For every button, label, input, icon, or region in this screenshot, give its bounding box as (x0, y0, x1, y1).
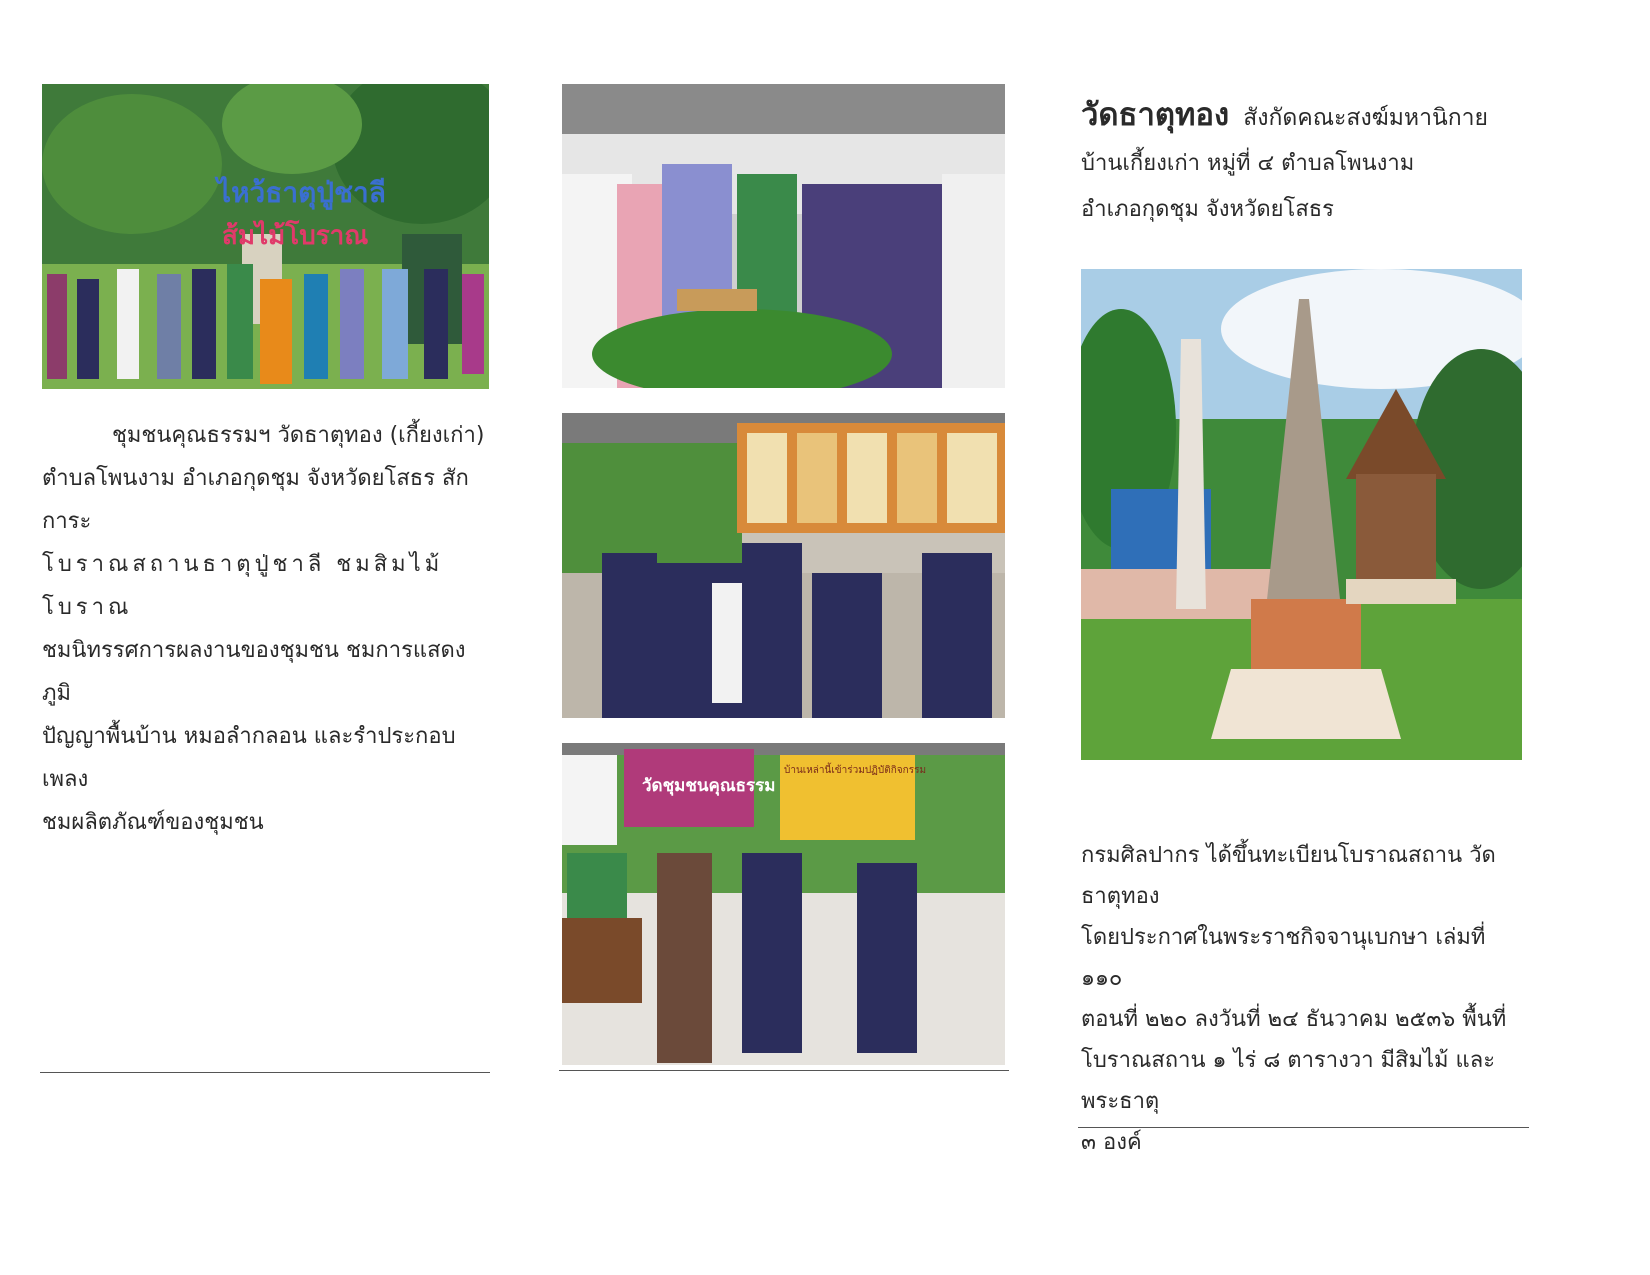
left-divider (40, 1072, 490, 1073)
body-line: ชมนิทรรศการผลงานของชุมชน ชมการแสดงภูมิ (42, 638, 466, 706)
dance-photo (562, 413, 1005, 718)
music-performance-photo (562, 743, 1005, 1065)
group-photo (42, 84, 489, 389)
banner-right-text: บ้านเหล่านี้เข้าร่วมปฏิบัติกิจกรรม (784, 765, 927, 776)
body-line: โบราณสถาน ๑ ไร่ ๘ ตารางวา มีสิมไม้ และพระธาตุ (1081, 1048, 1496, 1114)
body-line: ปัญญาพื้นบ้าน หมอลำกลอน และรำประกอบเพลง (42, 724, 456, 792)
temple-heading (1081, 92, 1541, 233)
body-line: ชมผลิตภัณฑ์ของชุมชน (42, 810, 264, 835)
banner-left-text: วัดชุมชนคุณธรรม (642, 776, 776, 796)
sign-text-2: ส้มไม้โบราณ (222, 221, 369, 251)
stupa-photo (1081, 269, 1522, 760)
body-line: ตอนที่ ๒๒๐ ลงวันที่ ๒๔ ธันวาคม ๒๕๓๖ พื้นที่ (1081, 1007, 1507, 1032)
body-line: โดยประกาศในพระราชกิจจานุเบกษา เล่มที่ ๑๑๐ (1081, 925, 1486, 991)
temple-affiliation: สังกัดคณะสงฆ์มหานิกาย (1243, 105, 1489, 131)
title-row (1081, 92, 1541, 141)
body-line: กรมศิลปากร ได้ขึ้นทะเบียนโบราณสถาน วัดธาตุทอง (1081, 843, 1496, 909)
address-line: บ้านเกี้ยงเก่า หมู่ที่ ๔ ตำบลโพนงาม (1081, 151, 1415, 176)
registration-description (1081, 835, 1531, 1163)
body-line: ตำบลโพนงาม อำเภอกุดชุม จังหวัดยโสธร สักการะ (42, 466, 469, 534)
sign-text-1: ไหว้ธาตุปู่ชาลี (217, 176, 386, 209)
right-divider (1078, 1127, 1529, 1128)
body-line: โบราณสถานธาตุปู่ชาลี ชมสิมไม้โบราณ (42, 552, 444, 620)
food-offering-photo (562, 84, 1005, 388)
temple-name: วัดธาตุทอง (1081, 97, 1230, 133)
community-description (42, 414, 489, 844)
address-line: อำเภอกุดชุม จังหวัดยโสธร (1081, 197, 1334, 222)
body-line: ๓ องค์ (1081, 1130, 1142, 1155)
middle-divider (559, 1070, 1009, 1071)
body-line: ชุมชนคุณธรรมฯ วัดธาตุทอง (เกี้ยงเก่า) (112, 423, 485, 448)
